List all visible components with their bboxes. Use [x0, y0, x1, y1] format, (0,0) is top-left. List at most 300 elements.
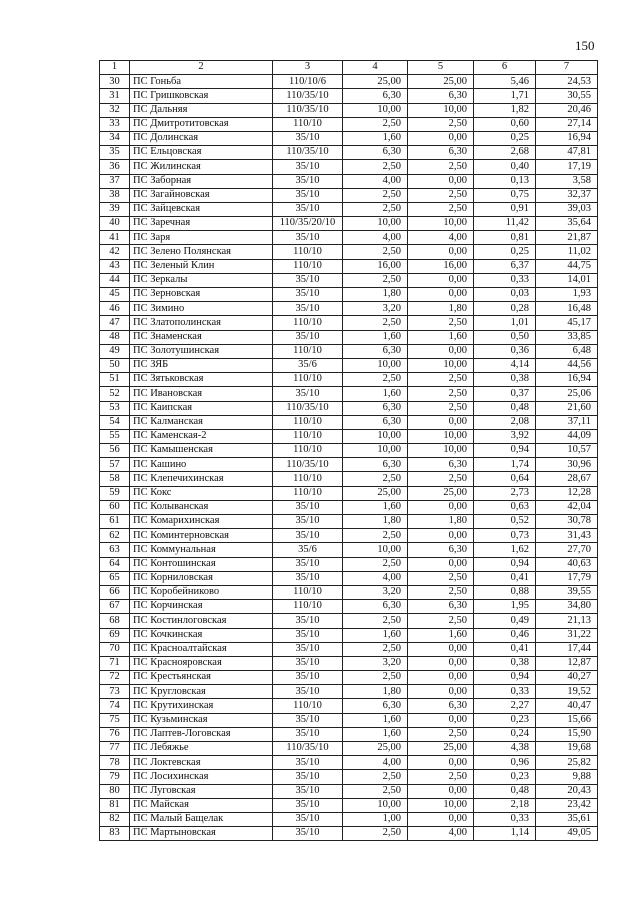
row-number-cell: 62: [100, 529, 130, 543]
col6-value-cell: 5,46: [474, 75, 536, 89]
voltage-cell: 110/10: [273, 585, 343, 599]
substation-name-cell: ПС Лебяжье: [130, 742, 273, 756]
substation-name-cell: ПС Майская: [130, 798, 273, 812]
col4-value-cell: 3,20: [343, 302, 408, 316]
substation-name-cell: ПС Каменская-2: [130, 429, 273, 443]
substation-name-cell: ПС Знаменская: [130, 330, 273, 344]
col5-value-cell: 0,00: [408, 273, 474, 287]
col5-value-cell: 0,00: [408, 131, 474, 145]
col5-value-cell: 1,60: [408, 628, 474, 642]
col6-value-cell: 4,38: [474, 742, 536, 756]
row-number-cell: 42: [100, 245, 130, 259]
col5-value-cell: 0,00: [408, 812, 474, 826]
col4-value-cell: 6,30: [343, 600, 408, 614]
col6-value-cell: 4,14: [474, 358, 536, 372]
table-row: [100, 557, 598, 571]
row-number-cell: 52: [100, 387, 130, 401]
row-number-cell: 57: [100, 458, 130, 472]
col7-value-cell: 31,43: [536, 529, 598, 543]
col4-value-cell: 4,00: [343, 571, 408, 585]
col5-value-cell: 2,50: [408, 472, 474, 486]
col6-value-cell: 0,24: [474, 727, 536, 741]
voltage-cell: 35/10: [273, 827, 343, 841]
voltage-cell: 35/6: [273, 543, 343, 557]
voltage-cell: 35/10: [273, 642, 343, 656]
col7-value-cell: 42,04: [536, 500, 598, 514]
col4-value-cell: 1,60: [343, 131, 408, 145]
col5-value-cell: 6,30: [408, 600, 474, 614]
col4-value-cell: 2,50: [343, 827, 408, 841]
substation-name-cell: ПС Златополинская: [130, 316, 273, 330]
col6-value-cell: 0,28: [474, 302, 536, 316]
col6-value-cell: 0,94: [474, 557, 536, 571]
row-number-cell: 40: [100, 217, 130, 231]
col6-value-cell: 0,38: [474, 373, 536, 387]
table-row: [100, 685, 598, 699]
col4-value-cell: 1,60: [343, 727, 408, 741]
row-number-cell: 47: [100, 316, 130, 330]
col4-value-cell: 2,50: [343, 614, 408, 628]
row-number-cell: 39: [100, 202, 130, 216]
col5-value-cell: 0,00: [408, 245, 474, 259]
col6-value-cell: 6,37: [474, 259, 536, 273]
col6-value-cell: 0,36: [474, 344, 536, 358]
col4-value-cell: 10,00: [343, 358, 408, 372]
col6-value-cell: 1,74: [474, 458, 536, 472]
col7-value-cell: 6,48: [536, 344, 598, 358]
row-number-cell: 58: [100, 472, 130, 486]
col5-value-cell: 0,00: [408, 656, 474, 670]
voltage-cell: 35/10: [273, 529, 343, 543]
table-row: [100, 784, 598, 798]
col5-value-cell: 0,00: [408, 529, 474, 543]
substation-name-cell: ПС Зимино: [130, 302, 273, 316]
col5-value-cell: 10,00: [408, 798, 474, 812]
row-number-cell: 36: [100, 160, 130, 174]
col7-value-cell: 28,67: [536, 472, 598, 486]
substation-name-cell: ПС Лаптев-Логовская: [130, 727, 273, 741]
voltage-cell: 110/10: [273, 444, 343, 458]
col6-value-cell: 0,48: [474, 401, 536, 415]
col5-value-cell: 2,50: [408, 160, 474, 174]
table-row: [100, 415, 598, 429]
voltage-cell: 110/35/10: [273, 742, 343, 756]
col5-value-cell: 0,00: [408, 288, 474, 302]
table-row: [100, 429, 598, 443]
col6-value-cell: 3,92: [474, 429, 536, 443]
substation-name-cell: ПС Калманская: [130, 415, 273, 429]
substation-name-cell: ПС Кузьминская: [130, 713, 273, 727]
voltage-cell: 110/10/6: [273, 75, 343, 89]
table-row: [100, 543, 598, 557]
table-row: [100, 259, 598, 273]
header-cell: 2: [130, 61, 273, 75]
col7-value-cell: 15,66: [536, 713, 598, 727]
row-number-cell: 38: [100, 188, 130, 202]
voltage-cell: 110/10: [273, 316, 343, 330]
substation-name-cell: ПС Луговская: [130, 784, 273, 798]
table-row: [100, 160, 598, 174]
table-row: [100, 458, 598, 472]
col6-value-cell: 0,37: [474, 387, 536, 401]
substation-name-cell: ПС Локтевская: [130, 756, 273, 770]
col6-value-cell: 0,91: [474, 202, 536, 216]
substation-name-cell: ПС Заря: [130, 231, 273, 245]
col4-value-cell: 2,50: [343, 160, 408, 174]
col4-value-cell: 2,50: [343, 770, 408, 784]
table-row: [100, 288, 598, 302]
substation-name-cell: ПС Кочкинская: [130, 628, 273, 642]
col7-value-cell: 12,87: [536, 656, 598, 670]
table-row: [100, 529, 598, 543]
col5-value-cell: 1,80: [408, 515, 474, 529]
col4-value-cell: 1,60: [343, 628, 408, 642]
voltage-cell: 35/10: [273, 798, 343, 812]
col7-value-cell: 40,47: [536, 699, 598, 713]
table-row: [100, 330, 598, 344]
row-number-cell: 77: [100, 742, 130, 756]
row-number-cell: 46: [100, 302, 130, 316]
row-number-cell: 69: [100, 628, 130, 642]
table-row: [100, 812, 598, 826]
row-number-cell: 68: [100, 614, 130, 628]
col7-value-cell: 34,80: [536, 600, 598, 614]
col4-value-cell: 10,00: [343, 429, 408, 443]
col5-value-cell: 2,50: [408, 585, 474, 599]
col7-value-cell: 20,43: [536, 784, 598, 798]
col7-value-cell: 27,70: [536, 543, 598, 557]
table-row: [100, 756, 598, 770]
table-row: [100, 174, 598, 188]
table-row: [100, 713, 598, 727]
row-number-cell: 76: [100, 727, 130, 741]
substation-name-cell: ПС Гоньба: [130, 75, 273, 89]
col6-value-cell: 0,25: [474, 245, 536, 259]
col4-value-cell: 2,50: [343, 202, 408, 216]
voltage-cell: 35/6: [273, 358, 343, 372]
row-number-cell: 60: [100, 500, 130, 514]
row-number-cell: 50: [100, 358, 130, 372]
col6-value-cell: 0,49: [474, 614, 536, 628]
col4-value-cell: 2,50: [343, 529, 408, 543]
col4-value-cell: 4,00: [343, 174, 408, 188]
col4-value-cell: 1,80: [343, 685, 408, 699]
header-row: [100, 61, 598, 75]
row-number-cell: 54: [100, 415, 130, 429]
substation-name-cell: ПС Зайцевская: [130, 202, 273, 216]
substation-name-cell: ПС Мартыновская: [130, 827, 273, 841]
col7-value-cell: 16,48: [536, 302, 598, 316]
substation-name-cell: ПС Каипская: [130, 401, 273, 415]
col4-value-cell: 3,20: [343, 656, 408, 670]
row-number-cell: 65: [100, 571, 130, 585]
col7-value-cell: 12,28: [536, 486, 598, 500]
row-number-cell: 67: [100, 600, 130, 614]
col4-value-cell: 6,30: [343, 89, 408, 103]
col4-value-cell: 25,00: [343, 742, 408, 756]
col7-value-cell: 30,96: [536, 458, 598, 472]
col7-value-cell: 35,61: [536, 812, 598, 826]
col7-value-cell: 47,81: [536, 146, 598, 160]
col6-value-cell: 0,88: [474, 585, 536, 599]
col4-value-cell: 6,30: [343, 146, 408, 160]
col6-value-cell: 2,18: [474, 798, 536, 812]
col7-value-cell: 40,63: [536, 557, 598, 571]
col6-value-cell: 0,41: [474, 571, 536, 585]
col6-value-cell: 1,71: [474, 89, 536, 103]
table-row: [100, 699, 598, 713]
row-number-cell: 75: [100, 713, 130, 727]
substation-name-cell: ПС Зелено Полянская: [130, 245, 273, 259]
col4-value-cell: 4,00: [343, 756, 408, 770]
col7-value-cell: 9,88: [536, 770, 598, 784]
col5-value-cell: 2,50: [408, 202, 474, 216]
col5-value-cell: 6,30: [408, 146, 474, 160]
header-cell: 6: [474, 61, 536, 75]
voltage-cell: 35/10: [273, 614, 343, 628]
col5-value-cell: 1,60: [408, 330, 474, 344]
substation-name-cell: ПС Кашино: [130, 458, 273, 472]
col7-value-cell: 27,14: [536, 117, 598, 131]
col6-value-cell: 0,13: [474, 174, 536, 188]
col6-value-cell: 0,81: [474, 231, 536, 245]
voltage-cell: 35/10: [273, 231, 343, 245]
col7-value-cell: 30,55: [536, 89, 598, 103]
col5-value-cell: 25,00: [408, 742, 474, 756]
row-number-cell: 63: [100, 543, 130, 557]
col7-value-cell: 19,52: [536, 685, 598, 699]
table-row: [100, 671, 598, 685]
row-number-cell: 66: [100, 585, 130, 599]
col4-value-cell: 1,60: [343, 330, 408, 344]
substation-name-cell: ПС Красноалтайская: [130, 642, 273, 656]
col7-value-cell: 25,06: [536, 387, 598, 401]
table-row: [100, 628, 598, 642]
row-number-cell: 37: [100, 174, 130, 188]
voltage-cell: 110/35/10: [273, 89, 343, 103]
col5-value-cell: 2,50: [408, 373, 474, 387]
col5-value-cell: 6,30: [408, 699, 474, 713]
col6-value-cell: 0,33: [474, 685, 536, 699]
col6-value-cell: 0,60: [474, 117, 536, 131]
col4-value-cell: 1,00: [343, 812, 408, 826]
table-row: [100, 444, 598, 458]
substation-name-cell: ПС Загайновская: [130, 188, 273, 202]
col4-value-cell: 10,00: [343, 444, 408, 458]
row-number-cell: 35: [100, 146, 130, 160]
col5-value-cell: 4,00: [408, 231, 474, 245]
substation-name-cell: ПС Корниловская: [130, 571, 273, 585]
table-row: [100, 202, 598, 216]
col4-value-cell: 2,50: [343, 784, 408, 798]
row-number-cell: 45: [100, 288, 130, 302]
voltage-cell: 110/35/10: [273, 103, 343, 117]
voltage-cell: 35/10: [273, 302, 343, 316]
header-cell: 7: [536, 61, 598, 75]
col6-value-cell: 1,14: [474, 827, 536, 841]
table-row: [100, 273, 598, 287]
row-number-cell: 78: [100, 756, 130, 770]
col4-value-cell: 2,50: [343, 642, 408, 656]
table-row: [100, 742, 598, 756]
substation-name-cell: ПС Комарихинская: [130, 515, 273, 529]
table-row: [100, 486, 598, 500]
col5-value-cell: 2,50: [408, 117, 474, 131]
voltage-cell: 35/10: [273, 656, 343, 670]
col5-value-cell: 0,00: [408, 500, 474, 514]
col5-value-cell: 2,50: [408, 188, 474, 202]
col5-value-cell: 0,00: [408, 784, 474, 798]
col6-value-cell: 0,38: [474, 656, 536, 670]
voltage-cell: 35/10: [273, 671, 343, 685]
col6-value-cell: 0,33: [474, 812, 536, 826]
col6-value-cell: 0,96: [474, 756, 536, 770]
col7-value-cell: 44,56: [536, 358, 598, 372]
col6-value-cell: 11,42: [474, 217, 536, 231]
table-row: [100, 188, 598, 202]
voltage-cell: 110/10: [273, 429, 343, 443]
col6-value-cell: 0,46: [474, 628, 536, 642]
voltage-cell: 35/10: [273, 273, 343, 287]
col4-value-cell: 3,20: [343, 585, 408, 599]
voltage-cell: 110/10: [273, 415, 343, 429]
header-cell: 3: [273, 61, 343, 75]
col4-value-cell: 10,00: [343, 217, 408, 231]
col7-value-cell: 19,68: [536, 742, 598, 756]
substation-name-cell: ПС Зеленый Клин: [130, 259, 273, 273]
row-number-cell: 31: [100, 89, 130, 103]
col4-value-cell: 6,30: [343, 699, 408, 713]
voltage-cell: 110/35/10: [273, 401, 343, 415]
row-number-cell: 59: [100, 486, 130, 500]
voltage-cell: 35/10: [273, 628, 343, 642]
table-row: [100, 472, 598, 486]
substation-name-cell: ПС Долинская: [130, 131, 273, 145]
col7-value-cell: 10,57: [536, 444, 598, 458]
col5-value-cell: 0,00: [408, 557, 474, 571]
voltage-cell: 110/10: [273, 259, 343, 273]
col5-value-cell: 0,00: [408, 642, 474, 656]
table-row: [100, 827, 598, 841]
table-row: [100, 373, 598, 387]
col4-value-cell: 2,50: [343, 245, 408, 259]
voltage-cell: 35/10: [273, 756, 343, 770]
col6-value-cell: 0,25: [474, 131, 536, 145]
col6-value-cell: 0,03: [474, 288, 536, 302]
col5-value-cell: 10,00: [408, 429, 474, 443]
row-number-cell: 71: [100, 656, 130, 670]
voltage-cell: 35/10: [273, 330, 343, 344]
voltage-cell: 110/10: [273, 245, 343, 259]
col6-value-cell: 1,95: [474, 600, 536, 614]
substation-name-cell: ПС Коммунальная: [130, 543, 273, 557]
voltage-cell: 35/10: [273, 131, 343, 145]
col7-value-cell: 17,79: [536, 571, 598, 585]
table-row: [100, 571, 598, 585]
table-row: [100, 600, 598, 614]
col5-value-cell: 25,00: [408, 75, 474, 89]
col6-value-cell: 2,68: [474, 146, 536, 160]
voltage-cell: 110/10: [273, 486, 343, 500]
table-row: [100, 401, 598, 415]
voltage-cell: 110/10: [273, 600, 343, 614]
table-row: [100, 585, 598, 599]
row-number-cell: 32: [100, 103, 130, 117]
col5-value-cell: 6,30: [408, 458, 474, 472]
col5-value-cell: 6,30: [408, 89, 474, 103]
col7-value-cell: 45,17: [536, 316, 598, 330]
col4-value-cell: 2,50: [343, 472, 408, 486]
col7-value-cell: 23,42: [536, 798, 598, 812]
substation-name-cell: ПС Золотушинская: [130, 344, 273, 358]
col7-value-cell: 40,27: [536, 671, 598, 685]
col6-value-cell: 2,73: [474, 486, 536, 500]
voltage-cell: 35/10: [273, 160, 343, 174]
voltage-cell: 35/10: [273, 515, 343, 529]
row-number-cell: 33: [100, 117, 130, 131]
col7-value-cell: 1,93: [536, 288, 598, 302]
table-row: [100, 642, 598, 656]
substation-name-cell: ПС Костинлоговская: [130, 614, 273, 628]
col4-value-cell: 16,00: [343, 259, 408, 273]
substation-name-cell: ПС Ивановская: [130, 387, 273, 401]
col4-value-cell: 2,50: [343, 373, 408, 387]
col7-value-cell: 37,11: [536, 415, 598, 429]
row-number-cell: 80: [100, 784, 130, 798]
voltage-cell: 110/10: [273, 472, 343, 486]
substation-name-cell: ПС Контошинская: [130, 557, 273, 571]
col5-value-cell: 2,50: [408, 401, 474, 415]
table-row: [100, 770, 598, 784]
voltage-cell: 35/10: [273, 784, 343, 798]
col5-value-cell: 10,00: [408, 444, 474, 458]
col6-value-cell: 1,82: [474, 103, 536, 117]
col4-value-cell: 1,80: [343, 515, 408, 529]
substation-name-cell: ПС Колыванская: [130, 500, 273, 514]
col4-value-cell: 1,60: [343, 713, 408, 727]
col5-value-cell: 1,80: [408, 302, 474, 316]
table-row: [100, 131, 598, 145]
voltage-cell: 35/10: [273, 288, 343, 302]
substation-name-cell: ПС Коробейниково: [130, 585, 273, 599]
substation-table: [99, 60, 598, 841]
col7-value-cell: 49,05: [536, 827, 598, 841]
col7-value-cell: 17,19: [536, 160, 598, 174]
col7-value-cell: 32,37: [536, 188, 598, 202]
table-row: [100, 727, 598, 741]
col7-value-cell: 14,01: [536, 273, 598, 287]
col4-value-cell: 1,60: [343, 387, 408, 401]
substation-name-cell: ПС Камышенская: [130, 444, 273, 458]
col5-value-cell: 2,50: [408, 387, 474, 401]
col6-value-cell: 0,48: [474, 784, 536, 798]
col7-value-cell: 39,55: [536, 585, 598, 599]
col4-value-cell: 2,50: [343, 671, 408, 685]
col7-value-cell: 3,58: [536, 174, 598, 188]
col4-value-cell: 2,50: [343, 316, 408, 330]
voltage-cell: 35/10: [273, 174, 343, 188]
col4-value-cell: 10,00: [343, 103, 408, 117]
voltage-cell: 110/35/20/10: [273, 217, 343, 231]
substation-name-cell: ПС Заборная: [130, 174, 273, 188]
col6-value-cell: 1,62: [474, 543, 536, 557]
substation-name-cell: ПС Корчинская: [130, 600, 273, 614]
col5-value-cell: 10,00: [408, 358, 474, 372]
table-body: [100, 75, 598, 841]
substation-name-cell: ПС Малый Бащелак: [130, 812, 273, 826]
header-cell: 5: [408, 61, 474, 75]
col4-value-cell: 4,00: [343, 231, 408, 245]
